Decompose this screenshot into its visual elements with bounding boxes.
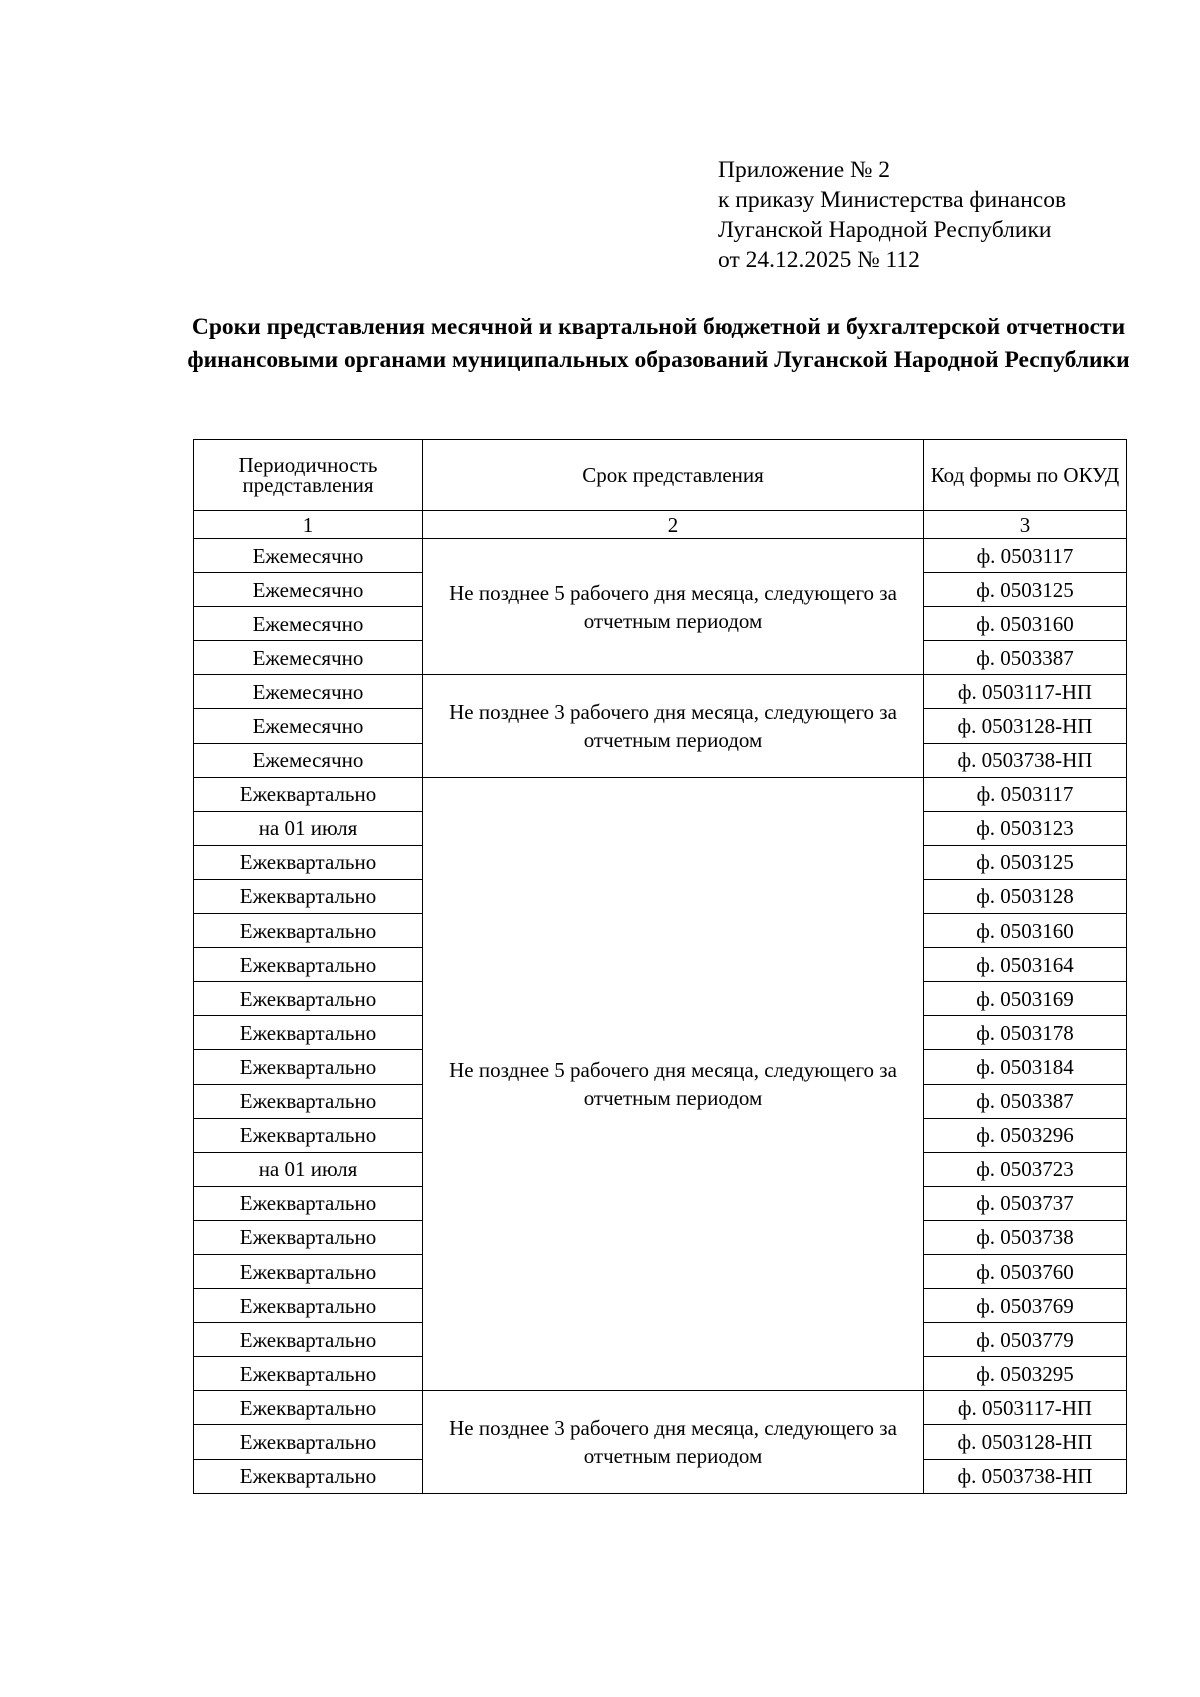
periodicity-cell: Ежеквартально bbox=[194, 1459, 423, 1493]
form-code-cell: ф. 0503128 bbox=[924, 879, 1127, 913]
column-number: 2 bbox=[423, 511, 924, 539]
column-number: 3 bbox=[924, 511, 1127, 539]
periodicity-cell: Ежеквартально bbox=[194, 1254, 423, 1288]
form-code-cell: ф. 0503184 bbox=[924, 1050, 1127, 1084]
form-code-cell: ф. 0503178 bbox=[924, 1016, 1127, 1050]
table-header-row bbox=[194, 440, 1127, 511]
periodicity-cell: на 01 июля bbox=[194, 811, 423, 845]
form-code-cell: ф. 0503160 bbox=[924, 607, 1127, 641]
table-row bbox=[194, 675, 1127, 709]
form-code-cell: ф. 0503296 bbox=[924, 1118, 1127, 1152]
periodicity-cell: Ежеквартально bbox=[194, 914, 423, 948]
appendix-line: Приложение № 2 bbox=[718, 157, 891, 183]
form-code-cell: ф. 0503387 bbox=[924, 641, 1127, 675]
table-row bbox=[194, 539, 1127, 573]
form-code-cell: ф. 0503164 bbox=[924, 948, 1127, 982]
form-code-cell: ф. 0503117 bbox=[924, 539, 1127, 573]
form-code-cell: ф. 0503387 bbox=[924, 1084, 1127, 1118]
periodicity-cell: Ежеквартально bbox=[194, 1050, 423, 1084]
form-code-cell: ф. 0503760 bbox=[924, 1254, 1127, 1288]
periodicity-cell: Ежемесячно bbox=[194, 539, 423, 573]
form-code-cell: ф. 0503128-НП bbox=[924, 709, 1127, 743]
deadline-cell: Не позднее 5 рабочего дня месяца, следующего за отчетным периодом bbox=[423, 777, 924, 1391]
appendix-line: к приказу Министерства финансов bbox=[718, 187, 1067, 213]
column-number-row bbox=[194, 511, 1127, 539]
appendix-line: Луганской Народной Республики bbox=[718, 217, 1052, 243]
form-code-cell: ф. 0503128-НП bbox=[924, 1425, 1127, 1459]
periodicity-cell: Ежеквартально bbox=[194, 948, 423, 982]
periodicity-cell: Ежеквартально bbox=[194, 1357, 423, 1391]
form-code-cell: ф. 0503117 bbox=[924, 777, 1127, 811]
periodicity-cell: Ежеквартально bbox=[194, 1016, 423, 1050]
periodicity-cell: на 01 июля bbox=[194, 1152, 423, 1186]
form-code-cell: ф. 0503737 bbox=[924, 1186, 1127, 1220]
periodicity-cell: Ежеквартально bbox=[194, 1289, 423, 1323]
periodicity-cell: Ежемесячно bbox=[194, 743, 423, 777]
table-row bbox=[194, 777, 1127, 811]
periodicity-cell: Ежемесячно bbox=[194, 641, 423, 675]
periodicity-cell: Ежемесячно bbox=[194, 675, 423, 709]
periodicity-cell: Ежеквартально bbox=[194, 1118, 423, 1152]
periodicity-cell: Ежеквартально bbox=[194, 1425, 423, 1459]
periodicity-cell: Ежеквартально bbox=[194, 1186, 423, 1220]
header-form-code: Код формы по ОКУД bbox=[924, 440, 1127, 511]
periodicity-cell: Ежеквартально bbox=[194, 1391, 423, 1425]
appendix-line: от 24.12.2025 № 112 bbox=[718, 247, 920, 273]
periodicity-cell: Ежеквартально bbox=[194, 1084, 423, 1118]
periodicity-cell: Ежеквартально bbox=[194, 1323, 423, 1357]
form-code-cell: ф. 0503160 bbox=[924, 914, 1127, 948]
form-code-cell: ф. 0503779 bbox=[924, 1323, 1127, 1357]
form-code-cell: ф. 0503169 bbox=[924, 982, 1127, 1016]
periodicity-cell: Ежемесячно bbox=[194, 607, 423, 641]
header-deadline: Срок представления bbox=[423, 440, 924, 511]
deadline-cell: Не позднее 3 рабочего дня месяца, следующего за отчетным периодом bbox=[423, 675, 924, 777]
form-code-cell: ф. 0503125 bbox=[924, 845, 1127, 879]
periodicity-cell: Ежеквартально bbox=[194, 879, 423, 913]
periodicity-cell: Ежеквартально bbox=[194, 982, 423, 1016]
periodicity-cell: Ежемесячно bbox=[194, 709, 423, 743]
form-code-cell: ф. 0503738-НП bbox=[924, 743, 1127, 777]
column-number: 1 bbox=[194, 511, 423, 539]
form-code-cell: ф. 0503117-НП bbox=[924, 675, 1127, 709]
form-code-cell: ф. 0503738 bbox=[924, 1220, 1127, 1254]
appendix-block bbox=[718, 155, 1066, 275]
periodicity-cell: Ежемесячно bbox=[194, 573, 423, 607]
form-code-cell: ф. 0503123 bbox=[924, 811, 1127, 845]
periodicity-cell: Ежеквартально bbox=[194, 1220, 423, 1254]
deadline-cell: Не позднее 3 рабочего дня месяца, следующего за отчетным периодом bbox=[423, 1391, 924, 1493]
form-code-cell: ф. 0503738-НП bbox=[924, 1459, 1127, 1493]
header-periodicity: Периодичность представления bbox=[194, 440, 423, 511]
deadline-cell: Не позднее 5 рабочего дня месяца, следующего за отчетным периодом bbox=[423, 539, 924, 675]
table-row bbox=[194, 1391, 1127, 1425]
form-code-cell: ф. 0503117-НП bbox=[924, 1391, 1127, 1425]
deadlines-table bbox=[193, 439, 1127, 1494]
form-code-cell: ф. 0503295 bbox=[924, 1357, 1127, 1391]
form-code-cell: ф. 0503125 bbox=[924, 573, 1127, 607]
document-title: Сроки представления месячной и квартальной бюджетной и бухгалтерской отчетности финансовыми органами муниципальных образований Луганской Народной Республики bbox=[187, 314, 1130, 373]
form-code-cell: ф. 0503769 bbox=[924, 1289, 1127, 1323]
form-code-cell: ф. 0503723 bbox=[924, 1152, 1127, 1186]
periodicity-cell: Ежеквартально bbox=[194, 845, 423, 879]
periodicity-cell: Ежеквартально bbox=[194, 777, 423, 811]
